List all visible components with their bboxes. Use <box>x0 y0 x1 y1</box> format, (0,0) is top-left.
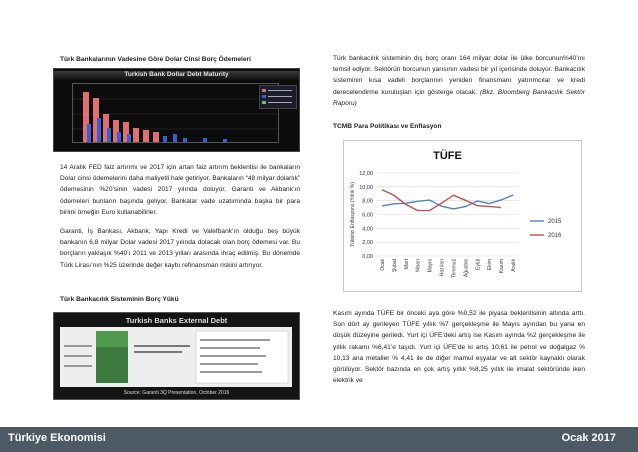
dollar-debt-maturity-image <box>53 68 300 152</box>
footer-title: Türkiye Ekonomisi <box>8 432 106 444</box>
paragraph-external-debt: Türk bankacılık sisteminin dış borç oranı 164 milyar dolar ile ülke borcunun%40’ını temsil ediyor. Sektörün borcunun yarısının vadesi bir yıl içerisinde doluyor. Bankacılık sisteminin kısa vadeli borçlarının yeniden finansmanı yatırımcılar ve kredi derecelendirme kuruluşları için gösterge olacak. <box>333 55 585 96</box>
y-tick-label: 6,00 <box>362 212 373 219</box>
x-tick-label: Şubat <box>391 259 398 273</box>
x-tick-label: Nisan <box>415 259 422 272</box>
bloomberg-reference: (Bkz. Bloomberg Bankacılık Sektör Raporu) <box>333 88 585 107</box>
right-top-text <box>333 53 585 109</box>
tufe-chart <box>343 140 582 292</box>
footer-date: Ocak 2017 <box>561 432 616 444</box>
y-tick-label: 4,00 <box>362 226 373 233</box>
x-tick-label: Mart <box>403 259 410 269</box>
image-title: Turkish Bank Dollar Debt Maturity <box>54 71 299 80</box>
y-tick-label: 8,00 <box>362 198 373 205</box>
left-text-block <box>60 162 300 279</box>
footer-bar <box>0 427 638 452</box>
image-source: Source: Garanti 3Q Presentation, October 2016 <box>123 390 230 396</box>
x-tick-label: Haziran <box>439 259 446 277</box>
y-axis-label: Tüketici Enflasyonu (Yıllık %) <box>350 182 356 247</box>
external-debt-image <box>53 312 300 400</box>
paragraph-tufe: Kasım ayında TÜFE bir önceki aya göre %0,52 ile piyasa beklentisinin altında arttı. Son dört ay gerileyen TÜFE yıllık %7 gerçekleşme ile Mayıs ayından bu yana en düşük düzeyine geriledi. Yurt içi ÜFE’deki artış ise Kasım ayında %2 gerçekleşme ile yıllık rakamı %6,41’e taşıdı. Yurt içi ÜFE’de ki artış 10,61 ile petrol ve doğalgaz % 10,13 ana metaller % 4,41 ile de diğer mamul eşyalar ve alt sektör kaynaklı olarak görülüyor. Sektör bazında en çok artış yıllık %8,25 yıllık ile imalat sektöründe iken elektrik ve <box>333 310 585 385</box>
paragraph-fed: 14 Aralık FED faiz artırımı ve 2017 için artan faiz artırım beklentisi ile bankaların Dolar cinsi ödemelerini daha maliyetli hale getiriyor. Bankaların “48 milyar dolarlık” ödemesinin %20’sinin vadesi 2017 yılında doluyor. Garanti ve Akbank’ın ödemeleri bunların başında geliyor. Bankalar vade uzatımında başka bir para birimi örneğin Euro kullanabilirler. <box>60 164 300 216</box>
chart-title: TÜFE <box>433 150 462 162</box>
y-tick-label: 2,00 <box>362 240 373 247</box>
paragraph-five-banks: Garanti, İş Bankası, Akbank, Yapı Kredi ve Valefbank’ın olduğu beş büyük bankanın 6,8 milyar Dolar vadesi 2017 yılında dolacak olan borç ödemesi var. Bu borçların yaklaşık %40’ı 2011 ve 2013 yılları arasında ihraç edilmiş. Bu dönemde Türk Lirası’nın %25 üzerinde değer kaybı refinansman riskini artırıyor. <box>60 228 300 269</box>
y-tick-label: 0,00 <box>362 254 373 260</box>
series-line-2016 <box>382 190 501 211</box>
image-legend-graphic <box>259 85 297 109</box>
heading-debt-load: Türk Bankacılık Sisteminin Borç Yükü <box>60 296 179 303</box>
x-tick-label: Eylül <box>475 259 482 270</box>
external-debt-graphic <box>60 327 292 387</box>
x-tick-label: Temmuz <box>451 259 458 278</box>
legend-label-2015: 2015 <box>548 219 562 225</box>
heading-dollar-debt: Türk Bankalarının Vadesine Göre Dolar Cinsi Borç Ödemeleri <box>60 56 251 63</box>
heading-monetary-policy: TCMB Para Politikası ve Enflasyon <box>333 123 442 130</box>
x-tick-label: Aralık <box>511 259 518 272</box>
tufe-chart-svg <box>344 141 581 291</box>
x-tick-label: Ağustos <box>463 259 470 278</box>
x-tick-label: Mayıs <box>427 259 434 273</box>
maturity-plot-graphic <box>72 83 279 143</box>
y-tick-label: 10,00 <box>359 184 373 191</box>
x-tick-label: Kasım <box>499 259 506 274</box>
image-title: Turkish Banks External Debt <box>125 316 228 325</box>
x-tick-label: Ocak <box>379 259 386 271</box>
y-tick-label: 12,00 <box>359 171 373 177</box>
x-tick-label: Ekim <box>487 259 494 271</box>
legend-label-2016: 2016 <box>548 233 562 239</box>
